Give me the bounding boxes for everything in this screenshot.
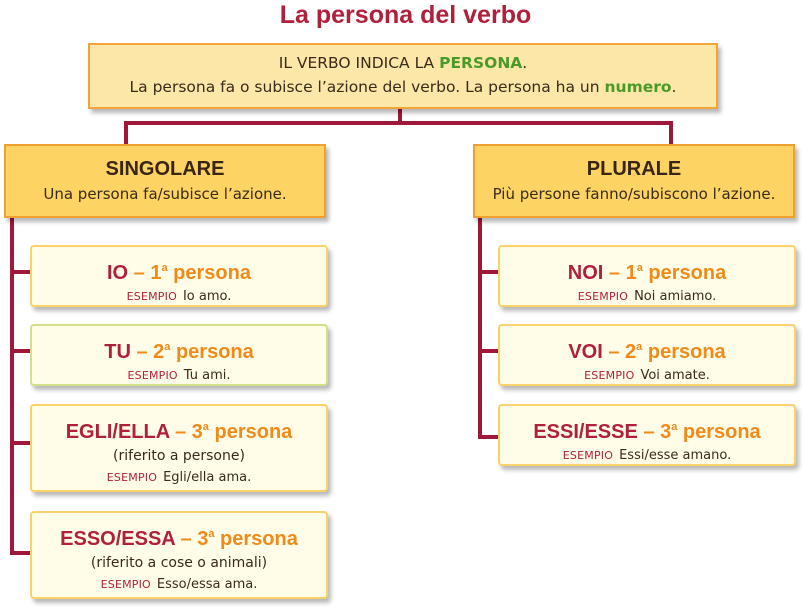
definition-text: La persona fa o subisce l’azione del verbo. La persona ha un	[129, 78, 605, 96]
connector-left-branch-4	[10, 551, 32, 555]
example-text: Io amo.	[182, 289, 232, 304]
dash: –	[602, 341, 626, 363]
singolare-box	[4, 144, 326, 218]
singolare-desc: Una persona fa/subisce l’azione.	[43, 185, 287, 203]
plurale-box	[473, 144, 795, 218]
plurale-title: PLURALE	[586, 158, 682, 180]
ordinal-sup: a	[161, 262, 168, 274]
dash: –	[175, 528, 198, 550]
definition-line-1	[90, 51, 716, 75]
example-text: Egli/ella ama.	[163, 470, 252, 485]
example-label: ESEMPIO	[126, 290, 177, 303]
dash: –	[128, 262, 151, 284]
dash: –	[603, 262, 626, 284]
ordinal-sup: a	[636, 341, 643, 353]
persona-word: persona	[642, 341, 726, 363]
connector-right-drop	[669, 121, 673, 146]
person-box-io	[30, 245, 328, 307]
connector-right-branch-2	[478, 349, 500, 353]
person-box-noi	[498, 245, 796, 307]
definition-box	[88, 43, 718, 109]
example-label: ESEMPIO	[100, 578, 151, 591]
persona-word: persona	[170, 341, 254, 363]
example-row	[500, 286, 794, 308]
person-box-essi-esse	[498, 404, 796, 466]
pronoun: ESSO/ESSA	[60, 528, 175, 550]
highlight-persona: PERSONA	[439, 54, 523, 72]
person-box-egli-ella	[30, 404, 328, 492]
ordinal: 1	[150, 262, 162, 284]
example-text: Noi amiamo.	[634, 289, 717, 304]
singolare-title: SINGOLARE	[105, 158, 225, 180]
plurale-desc: Più persone fanno/subiscono l’azione.	[492, 185, 776, 203]
connector-left-branch-3	[10, 441, 32, 445]
ordinal-sup: a	[202, 421, 209, 433]
connector-left-drop	[124, 121, 128, 146]
persona-word: persona	[208, 421, 293, 443]
ordinal: 3	[197, 528, 209, 550]
pronoun: IO	[107, 262, 129, 284]
connector-left-branch-1	[10, 270, 32, 274]
ordinal: 2	[153, 341, 165, 363]
dash: –	[169, 421, 192, 443]
person-heading	[32, 414, 326, 445]
ordinal-sup: a	[164, 341, 171, 353]
dash: –	[637, 421, 661, 443]
connector-right-spine	[478, 216, 482, 439]
connector-left-branch-2	[10, 349, 32, 353]
connector-right-branch-1	[478, 270, 500, 274]
person-box-tu	[30, 324, 328, 386]
person-box-voi	[498, 324, 796, 386]
ordinal: 3	[660, 421, 672, 443]
ordinal-sup: a	[671, 421, 678, 433]
page-title: La persona del verbo	[279, 1, 532, 29]
person-note: (riferito a persone)	[113, 448, 245, 464]
definition-punct: .	[522, 54, 528, 72]
example-text: Esso/essa ama.	[156, 577, 258, 592]
persona-word: persona	[642, 262, 727, 284]
example-row	[32, 467, 326, 489]
pronoun: ESSI/ESSE	[533, 421, 638, 443]
person-heading	[32, 255, 326, 286]
example-text: Voi amate.	[640, 368, 710, 383]
person-heading	[500, 334, 794, 365]
connector-left-spine	[10, 216, 14, 555]
example-row	[32, 286, 326, 308]
person-note: (riferito a cose o animali)	[90, 555, 268, 571]
example-label: ESEMPIO	[106, 471, 158, 484]
example-row	[500, 365, 794, 387]
ordinal: 3	[191, 421, 203, 443]
example-row	[500, 445, 794, 467]
example-label: ESEMPIO	[562, 449, 614, 462]
example-label: ESEMPIO	[584, 369, 635, 382]
definition-punct: .	[671, 78, 677, 96]
example-row	[32, 574, 326, 596]
person-heading	[500, 414, 794, 445]
pronoun: NOI	[567, 262, 604, 284]
example-text: Essi/esse amano.	[619, 448, 732, 463]
ordinal: 1	[625, 262, 637, 284]
person-box-esso-essa	[30, 511, 328, 599]
highlight-numero: numero	[604, 78, 672, 96]
pronoun: EGLI/ELLA	[65, 421, 170, 443]
example-label: ESEMPIO	[127, 369, 178, 382]
connector-right-branch-3	[478, 435, 500, 439]
definition-line-2	[90, 75, 716, 99]
pronoun: TU	[104, 341, 131, 363]
connector-horizontal	[124, 121, 673, 125]
example-row	[32, 365, 326, 387]
person-heading	[32, 334, 326, 365]
dash: –	[130, 341, 154, 363]
person-heading	[32, 521, 326, 552]
example-label: ESEMPIO	[577, 290, 629, 303]
pronoun: VOI	[568, 341, 603, 363]
definition-text: IL VERBO INDICA LA	[278, 54, 440, 72]
ordinal-sup: a	[208, 528, 215, 540]
ordinal: 2	[625, 341, 637, 363]
persona-word: persona	[677, 421, 761, 443]
persona-word: persona	[167, 262, 251, 284]
ordinal-sup: a	[636, 262, 643, 274]
example-text: Tu ami.	[183, 368, 231, 383]
person-heading	[500, 255, 794, 286]
persona-word: persona	[214, 528, 298, 550]
